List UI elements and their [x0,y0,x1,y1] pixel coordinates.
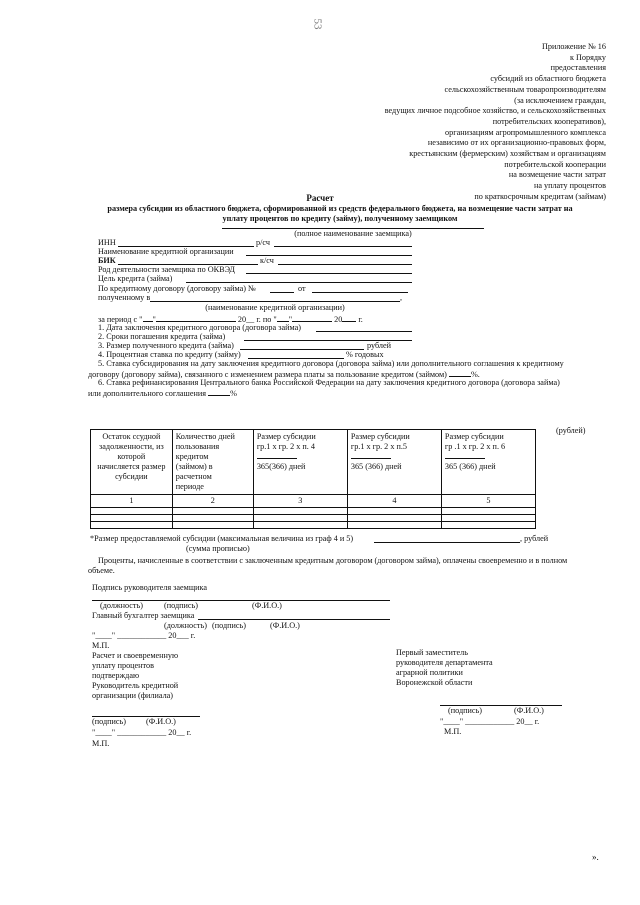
rs-label: р/сч [256,238,270,247]
col-number-5: 5 [441,495,535,508]
table-cell[interactable] [172,515,253,522]
col-header-3: Размер субсидии гр.1 х гр. 2 х п. 4 365(366) дней [253,430,347,495]
item-5-line-1: 5. Ставка субсидирования на дату заключения кредитного договора (договора займа) или дополнительного соглашения к кредитному [98,359,564,368]
item-1-field[interactable] [316,331,412,332]
table-cell[interactable] [91,515,173,522]
head-sign-label: Подпись руководителя заемщика [92,583,208,592]
item-4-label: 4. Процентная ставка по кредиту (займу) [98,350,241,359]
annex-header-line: на возмещение части затрат [508,170,606,180]
subsidy-note: *Размер предоставляемой субсидии (максимальная величина из граф 4 и 5) [90,534,354,543]
item-2-label: 2. Сроки погашения кредита (займа) [98,332,226,341]
annex-header-line: по краткосрочным кредитам (займам) [474,191,606,201]
deputy-stamp-place: М.П. [444,727,462,736]
head-signature-caption: (подпись) [164,601,198,610]
table-cell[interactable] [172,508,253,515]
received-comma: , [400,293,403,302]
paid-line-1: Проценты, начисленные в соответствии с заключенным кредитным договором (договором займа), оплачены своевременно и в полном [98,556,568,565]
ks-field[interactable] [278,264,412,265]
annex-header-line: независимо от их организационно-правовых форм, [427,138,606,148]
inn-label: ИНН [98,238,116,247]
date-line[interactable]: "____" ____________ 20___ г. [92,631,196,640]
annex-header-line: на уплату процентов [533,181,606,191]
chief-accountant-line[interactable] [198,619,390,620]
rs-field[interactable] [274,246,412,247]
subsidy-amount-field[interactable] [374,542,520,543]
period-from-month[interactable] [156,313,236,322]
col-header-5: Размер субсидии гр .1 х гр. 2 х п. 6 365 (366) дней [441,430,535,495]
annex-header-line: крестьянским (фермерским) хозяйствам и организациям [409,149,606,159]
ks-label: к/сч [260,256,274,265]
col-header-line: (займом) в [175,462,213,471]
annex-header-line: (за исключением граждан, [514,95,606,105]
table-cell[interactable] [441,515,535,522]
col-header-line: Количество дней [175,432,235,441]
annex-header-line: потребительских кооперативов), [492,116,606,126]
table-cell[interactable] [347,508,441,515]
deputy-date-line[interactable]: "____" ____________ 20__ г. [440,717,540,726]
col-header-line: Размер субсидии [444,432,504,441]
annex-header-line: ведущих личное подсобное хозяйство, и сельскохозяйственных [384,106,606,116]
confirm-block [92,651,178,701]
table-cell[interactable] [253,522,347,529]
okved-field[interactable] [246,273,412,274]
bank-name-label: Наименование кредитной организации [98,247,234,256]
confirm-line: подтверждаю [92,671,140,680]
table-cell[interactable] [91,508,173,515]
confirm-line: Руководитель кредитной [92,681,179,690]
period-from-day[interactable] [143,313,153,322]
col-number-4: 4 [347,495,441,508]
subsidy-table [90,429,536,529]
bank-signature-caption: (подпись) [92,717,126,726]
item-4-unit: % годовых [346,350,384,359]
contract-label: По кредитному договору (договору займа) № [98,284,256,293]
col-header-2 [172,430,253,495]
chief-position-caption: (должность) [164,621,207,630]
col-header-line: которой [117,452,146,461]
chief-signature-caption: (подпись) [212,621,246,630]
period-to-day[interactable] [277,313,289,322]
annex-header-line: организациям агропромышленного комплекса [445,127,606,137]
purpose-field[interactable] [186,282,412,283]
doc-subtitle-1: размера субсидии из областного бюджета, сформированной из средств федерального бюджета, на возмещение части затрат на [107,204,573,213]
table-cell[interactable] [347,522,441,529]
col-number-3: 3 [253,495,347,508]
doc-title: Расчет [306,193,334,203]
col-header-line: гр.1 х гр. 2 х п.5 [350,442,407,451]
table-cell[interactable] [91,522,173,529]
deputy-fio-caption: (Ф.И.О.) [514,706,544,715]
col-header-line: пользования [175,442,220,451]
table-cell[interactable] [441,508,535,515]
bank-caption: (наименование кредитной организации) [205,303,345,312]
confirm-line: Расчет и своевременную [92,651,179,660]
col-header-line: субсидии [115,472,148,481]
col-header-line: гр.1 х гр. 2 х п. 4 [256,442,315,451]
annex-header-line: субсидий из областного бюджета [490,74,606,84]
col-header-line: Размер субсидии [350,432,410,441]
annex-header-line: потребительской кооперации [504,159,606,169]
table-cell[interactable] [347,515,441,522]
confirm-line: организации (филиала) [92,691,174,700]
annex-header-line: к Порядку [569,52,606,62]
col-number-2: 2 [172,495,253,508]
col-header-line: кредитом [175,452,209,461]
deputy-line: Первый заместитель [396,648,468,657]
item-6-line-2: или дополнительного соглашения % [88,389,237,398]
received-bank-field[interactable] [150,301,400,302]
bank-stamp-place: М.П. [92,739,110,748]
head-fio-caption: (Ф.И.О.) [252,601,282,610]
contract-date-field[interactable] [312,292,408,293]
deputy-block [396,648,493,688]
item-5-field[interactable] [449,368,471,377]
col-header-4: Размер субсидии гр.1 х гр. 2 х п.5 365 (366) дней [347,430,441,495]
stamp-place: М.П. [92,641,110,650]
purpose-label: Цель кредита (займа) [98,274,173,283]
bik-label: БИК [98,256,116,265]
bank-fio-caption: (Ф.И.О.) [146,717,176,726]
col-header-line: расчетном [175,472,212,481]
annex-header-line: сельскохозяйственным товаропроизводителям [444,84,606,94]
deputy-line: руководителя департамента [396,658,493,667]
subsidy-unit: , рублей [520,534,549,543]
col-header-line: гр .1 х гр. 2 х п. 6 [444,442,506,451]
okved-label: Род деятельности заемщика по ОКВЭД [98,265,235,274]
col-header-1 [91,430,173,495]
confirm-line: уплату процентов [92,661,154,670]
item-6-line-1: 6. Ставка рефинансирования Центрального банка Российской Федерации на дату заключения кредитного договора (договора займа) [98,378,560,387]
period-to-month[interactable] [292,313,332,322]
item-3-label: 3. Размер полученного кредита (займа) [98,341,234,350]
table-unit: (рублей) [556,426,586,435]
annex-header [286,42,606,203]
sum-caption: (сумма прописью) [186,544,250,553]
col-header-line: периоде [175,482,204,491]
table-cell[interactable] [172,522,253,529]
col-header-line: задолженности, из [99,442,164,451]
annex-header-line: предоставления [550,63,606,73]
col-number-1: 1 [91,495,173,508]
col-header-line: Размер субсидии [256,432,316,441]
table-cell[interactable] [441,522,535,529]
item-6-field[interactable] [208,387,230,396]
end-mark: ». [592,852,599,862]
col-header-line: Остаток ссудной [102,432,161,441]
bank-date-line[interactable]: "____" ____________ 20__ г. [92,728,192,737]
col-header-line: начисляется размер [97,462,166,471]
deputy-line: аграрной политики [396,668,463,677]
page-mark: 53 [311,18,324,30]
chief-accountant-label: Главный бухгалтер заемщика [92,611,195,620]
contract-number-field[interactable] [270,292,294,293]
annex-header-line: Приложение № 16 [541,42,606,51]
chief-fio-caption: (Ф.И.О.) [270,621,300,630]
table-cell[interactable] [253,508,347,515]
period-to-year[interactable] [342,313,356,322]
item-5-line-2: договору (договору займа), связанного с изменением размера платы за пользование кредитом (займом) %. [88,370,480,379]
paid-line-2: объеме. [88,566,115,575]
item-3-unit: рублей [367,341,392,350]
deputy-line: Воронежской области [396,678,473,687]
period-row: за период с " " 20__ г. по " " 20 г. [98,315,363,324]
contract-from-label: от [298,284,306,293]
received-label: полученному в [98,293,151,302]
doc-subtitle-2: уплату процентов по кредиту (займу), полученному заемщиком [222,214,458,223]
table-cell[interactable] [253,515,347,522]
head-position-caption: (должность) [100,601,143,610]
item-1-label: 1. Дата заключения кредитного договора (договора займа) [98,323,301,332]
borrower-caption: (полное наименование заемщика) [294,229,412,238]
deputy-signature-caption: (подпись) [448,706,482,715]
